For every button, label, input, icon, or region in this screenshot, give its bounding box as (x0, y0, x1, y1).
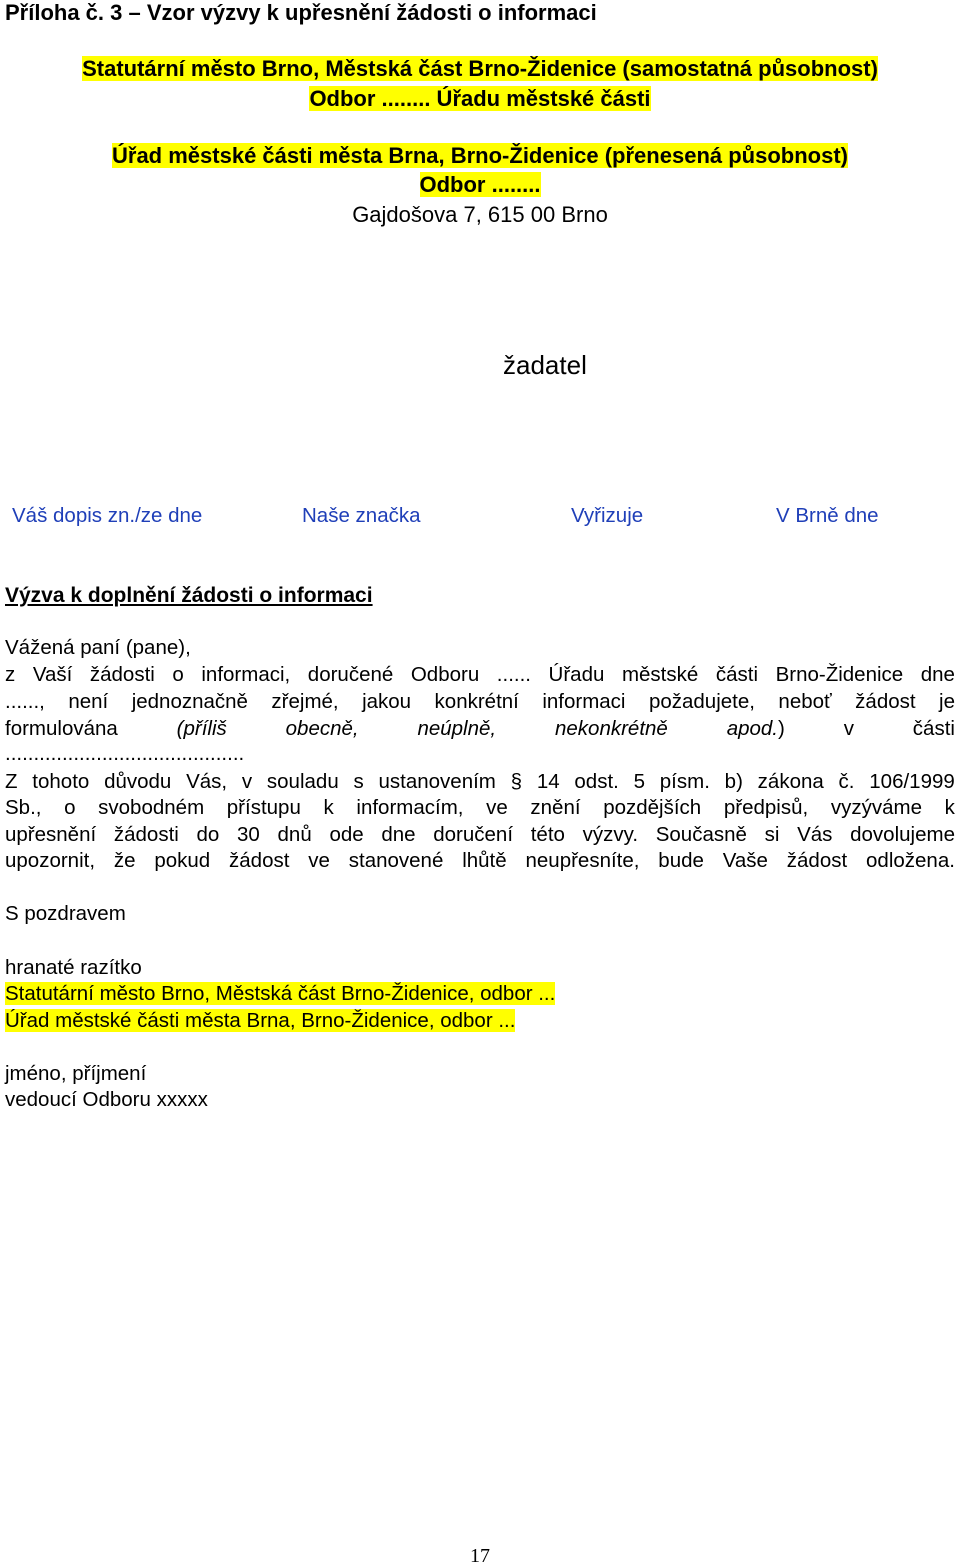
word: zákona (757, 770, 824, 793)
header-line-3: Úřad městské části města Brna, Brno-Židenice (přenesená působnost) (112, 143, 848, 168)
body-line-8 (5, 849, 955, 873)
word: Současně (655, 823, 747, 846)
body-line-6 (5, 796, 955, 820)
word: ......, (5, 690, 45, 713)
word: v (241, 770, 253, 793)
word: Brno-Židenice (775, 663, 904, 686)
ref-our-ref: Naše značka (302, 504, 421, 527)
word: předpisů, (723, 796, 809, 819)
word: Z (5, 770, 18, 793)
word: souladu (266, 770, 339, 793)
word: odložena. (866, 849, 955, 872)
word: Vás, (186, 770, 228, 793)
header-line-4: Odbor ........ (419, 172, 541, 197)
word: informaci, (201, 663, 291, 686)
word: 5 (633, 770, 646, 793)
word: Úřadu (548, 663, 605, 686)
word: pozdějších (603, 796, 702, 819)
word: žádosti (113, 823, 179, 846)
signature-role: vedoucí Odboru xxxxx (5, 1088, 208, 1111)
word: k (323, 796, 334, 819)
word: ustanovením (378, 770, 496, 793)
word: je (939, 690, 955, 713)
word: přístupu (226, 796, 301, 819)
stamp-label: hranaté razítko (5, 956, 142, 979)
word: písm. (659, 770, 710, 793)
word: znění (530, 796, 581, 819)
word: 14 (536, 770, 560, 793)
word: žádost (855, 690, 916, 713)
word: bude (658, 849, 704, 872)
ref-date: V Brně dne (776, 504, 879, 527)
word: lhůtě (462, 849, 507, 872)
word: dne (381, 823, 416, 846)
body-line-4: .......................................... (5, 742, 245, 765)
word: informacím, (356, 796, 464, 819)
word: upozornit, (5, 849, 96, 872)
word: tohoto (32, 770, 90, 793)
word: městské (621, 663, 699, 686)
subject: Výzva k doplnění žádosti o informaci (5, 584, 373, 607)
word: o (172, 663, 184, 686)
body-line-5 (5, 770, 955, 794)
word: č. (838, 770, 855, 793)
recipient: žadatel (503, 350, 587, 380)
page-title: Příloha č. 3 – Vzor výzvy k upřesnění žádosti o informaci (5, 0, 597, 25)
word: žádost (229, 849, 290, 872)
word: požadujete, (648, 690, 755, 713)
body-line-2 (5, 690, 955, 714)
word: Vás (797, 823, 833, 846)
word: není (68, 690, 109, 713)
word: této (530, 823, 565, 846)
header-address: Gajdošova 7, 615 00 Brno (352, 202, 608, 227)
word: upřesnění (5, 823, 97, 846)
word: svobodném (98, 796, 205, 819)
greeting: Vážená paní (pane), (5, 636, 191, 659)
word: ...... (496, 663, 531, 686)
word: pokud (154, 849, 211, 872)
word: § (510, 770, 523, 793)
ref-handled-by: Vyřizuje (571, 504, 644, 527)
word: 106/1999 (869, 770, 955, 793)
word: vyzýváme (830, 796, 922, 819)
word: žádost (786, 849, 848, 872)
word: části (715, 663, 758, 686)
word: neupřesníte, (525, 849, 640, 872)
body-line-3: formulována (příliš obecně, neúplně, nekonkrétně apod.) v části (5, 717, 955, 740)
word: důvodu (104, 770, 172, 793)
word: dne (920, 663, 955, 686)
closing: S pozdravem (5, 902, 126, 925)
signature-name: jméno, příjmení (5, 1062, 147, 1085)
word: výzvy. (582, 823, 639, 846)
word: že (113, 849, 136, 872)
word: dnů (277, 823, 312, 846)
word: doručení (433, 823, 514, 846)
header-line-1: Statutární město Brno, Městská část Brno-Židenice (samostatná působnost) (82, 56, 878, 81)
word: ode (329, 823, 364, 846)
word: žádosti (89, 663, 155, 686)
word: Vaše (722, 849, 768, 872)
word: 30 (237, 823, 260, 846)
word: stanovené (348, 849, 444, 872)
word: zřejmé, (271, 690, 339, 713)
page-number: 17 (470, 1545, 490, 1567)
word: jakou (362, 690, 412, 713)
word: dovolujeme (850, 823, 955, 846)
stamp-line-2: Úřad městské části města Brna, Brno-Židenice, odbor ... (5, 1009, 516, 1032)
word: konkrétní (434, 690, 519, 713)
body-line-7 (5, 823, 955, 847)
header-line-2: Odbor ........ Úřadu městské části (309, 86, 651, 111)
word: do (196, 823, 220, 846)
word: doručené (307, 663, 394, 686)
word: b) (724, 770, 743, 793)
word: odst. (574, 770, 619, 793)
word: informaci (542, 690, 626, 713)
word: Odboru (410, 663, 480, 686)
word: si (764, 823, 780, 846)
word: k (944, 796, 955, 819)
word: s (353, 770, 364, 793)
word: neboť (778, 690, 832, 713)
stamp-line-1: Statutární město Brno, Městská část Brno-Židenice, odbor ... (5, 982, 556, 1005)
word: jednoznačně (131, 690, 248, 713)
body-line-1 (5, 663, 955, 687)
word: Vaší (32, 663, 73, 686)
word: ve (486, 796, 508, 819)
word: ve (308, 849, 330, 872)
word: Sb., (5, 796, 42, 819)
word: o (64, 796, 76, 819)
ref-your-letter: Váš dopis zn./ze dne (12, 504, 203, 527)
word: z (5, 663, 16, 686)
